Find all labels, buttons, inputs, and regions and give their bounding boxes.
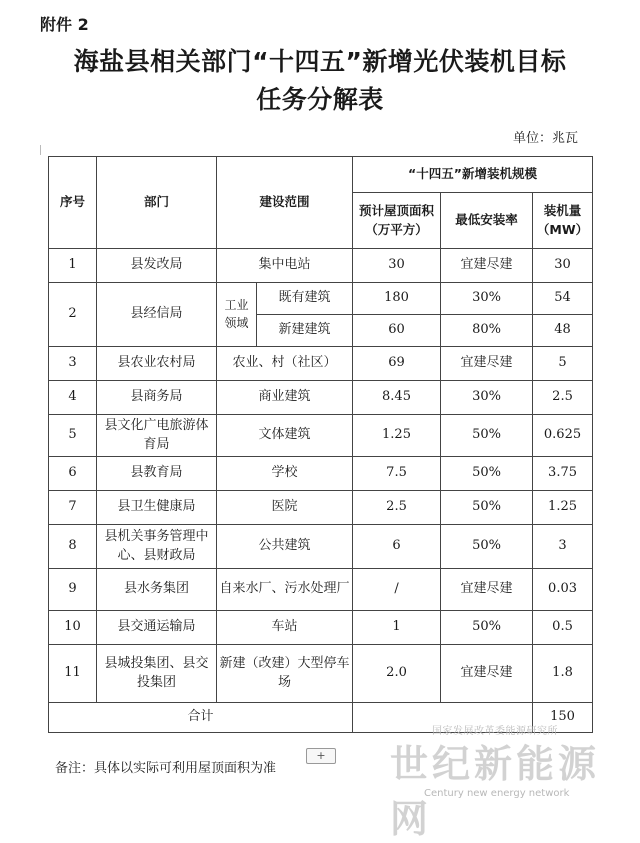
cell-capacity: 3.75 <box>533 457 593 491</box>
header-rate: 最低安装率 <box>441 193 533 249</box>
cell-scope: 车站 <box>217 611 353 645</box>
cell-capacity: 48 <box>533 315 593 347</box>
cell-seq: 5 <box>49 415 97 457</box>
cell-rate: 50% <box>441 525 533 569</box>
cell-rate: 宜建尽建 <box>441 347 533 381</box>
cell-seq: 9 <box>49 569 97 611</box>
cell-dept: 县农业农村局 <box>97 347 217 381</box>
document-title-line-1: 海盐县相关部门“十四五”新增光伏装机目标 <box>73 47 567 76</box>
cell-capacity: 0.5 <box>533 611 593 645</box>
cell-area: / <box>353 569 441 611</box>
cell-rate: 宜建尽建 <box>441 249 533 283</box>
cell-scope: 集中电站 <box>217 249 353 283</box>
cell-capacity: 0.625 <box>533 415 593 457</box>
header-scope: 建设范围 <box>217 157 353 249</box>
cell-area: 6 <box>353 525 441 569</box>
cell-dept: 县城投集团、县交投集团 <box>97 645 217 703</box>
cell-capacity: 1.25 <box>533 491 593 525</box>
table-row <box>49 347 593 381</box>
header-group: “十四五”新增装机规模 <box>353 157 593 193</box>
cell-capacity: 30 <box>533 249 593 283</box>
table-row <box>49 249 593 283</box>
cell-dept: 县商务局 <box>97 381 217 415</box>
table-row <box>49 381 593 415</box>
cell-dept: 县机关事务管理中心、县财政局 <box>97 525 217 569</box>
cell-rate: 50% <box>441 611 533 645</box>
cell-dept: 县卫生健康局 <box>97 491 217 525</box>
cell-seq: 4 <box>49 381 97 415</box>
watermark-subtitle: Century new energy network <box>424 788 570 799</box>
cell-scope: 农业、村（社区） <box>217 347 353 381</box>
cell-capacity: 5 <box>533 347 593 381</box>
cell-capacity: 2.5 <box>533 381 593 415</box>
cell-scope: 自来水厂、污水处理厂 <box>217 569 353 611</box>
total-capacity: 150 <box>533 703 593 733</box>
header-area: 预计屋顶面积（万平方） <box>353 193 441 249</box>
cell-capacity: 1.8 <box>533 645 593 703</box>
cell-dept: 县水务集团 <box>97 569 217 611</box>
cell-scope: 医院 <box>217 491 353 525</box>
unit-label: 单位：兆瓦 <box>512 131 578 146</box>
cell-seq: 7 <box>49 491 97 525</box>
target-table <box>48 156 593 733</box>
cell-area: 2.5 <box>353 491 441 525</box>
table-row <box>49 491 593 525</box>
cell-scope: 既有建筑 <box>257 283 353 315</box>
cell-capacity: 3 <box>533 525 593 569</box>
cell-rate: 宜建尽建 <box>441 569 533 611</box>
cell-area: 8.45 <box>353 381 441 415</box>
cell-dept: 县文化广电旅游体育局 <box>97 415 217 457</box>
cell-seq: 2 <box>49 283 97 347</box>
cell-area: 180 <box>353 283 441 315</box>
document-title-line-2: 任务分解表 <box>256 85 384 114</box>
cell-scope-group: 工业领域 <box>217 283 257 347</box>
cell-scope: 新建（改建）大型停车场 <box>217 645 353 703</box>
cell-rate: 宜建尽建 <box>441 645 533 703</box>
header-capacity: 装机量（MW） <box>533 193 593 249</box>
cell-scope: 商业建筑 <box>217 381 353 415</box>
cell-rate: 80% <box>441 315 533 347</box>
cell-seq: 10 <box>49 611 97 645</box>
cell-scope: 学校 <box>217 457 353 491</box>
footnote: 备注：具体以实际可利用屋顶面积为准 <box>55 761 277 776</box>
cell-seq: 11 <box>49 645 97 703</box>
cell-seq: 1 <box>49 249 97 283</box>
table-row <box>49 611 593 645</box>
cell-area: 1 <box>353 611 441 645</box>
cell-scope: 公共建筑 <box>217 525 353 569</box>
table-row <box>49 415 593 457</box>
attachment-label: 附件 2 <box>40 15 89 34</box>
cell-area: 1.25 <box>353 415 441 457</box>
cell-area: 60 <box>353 315 441 347</box>
table-row <box>49 525 593 569</box>
table-row <box>49 457 593 491</box>
cell-rate: 30% <box>441 381 533 415</box>
margin-mark <box>40 145 41 155</box>
cell-scope: 文体建筑 <box>217 415 353 457</box>
cell-area: 2.0 <box>353 645 441 703</box>
cell-rate: 50% <box>441 491 533 525</box>
cell-capacity: 0.03 <box>533 569 593 611</box>
cell-dept: 县教育局 <box>97 457 217 491</box>
cell-dept: 县交通运输局 <box>97 611 217 645</box>
expand-plus-button[interactable]: + <box>306 748 336 764</box>
cell-dept: 县发改局 <box>97 249 217 283</box>
cell-rate: 50% <box>441 457 533 491</box>
cell-area: 7.5 <box>353 457 441 491</box>
header-dept: 部门 <box>97 157 217 249</box>
watermark-logo-text: 世纪新能源网 <box>390 742 601 841</box>
table-row <box>49 283 593 315</box>
cell-dept: 县经信局 <box>97 283 217 347</box>
cell-area: 69 <box>353 347 441 381</box>
table-row <box>49 645 593 703</box>
cell-seq: 3 <box>49 347 97 381</box>
cell-rate: 50% <box>441 415 533 457</box>
cell-seq: 8 <box>49 525 97 569</box>
cell-seq: 6 <box>49 457 97 491</box>
cell-capacity: 54 <box>533 283 593 315</box>
cell-scope: 新建建筑 <box>257 315 353 347</box>
cell-rate: 30% <box>441 283 533 315</box>
cell-area: 30 <box>353 249 441 283</box>
table-row <box>49 569 593 611</box>
total-label: 合计 <box>49 703 353 733</box>
header-seq: 序号 <box>49 157 97 249</box>
watermark-org: 国家发展改革委能源研究所 <box>432 726 558 737</box>
